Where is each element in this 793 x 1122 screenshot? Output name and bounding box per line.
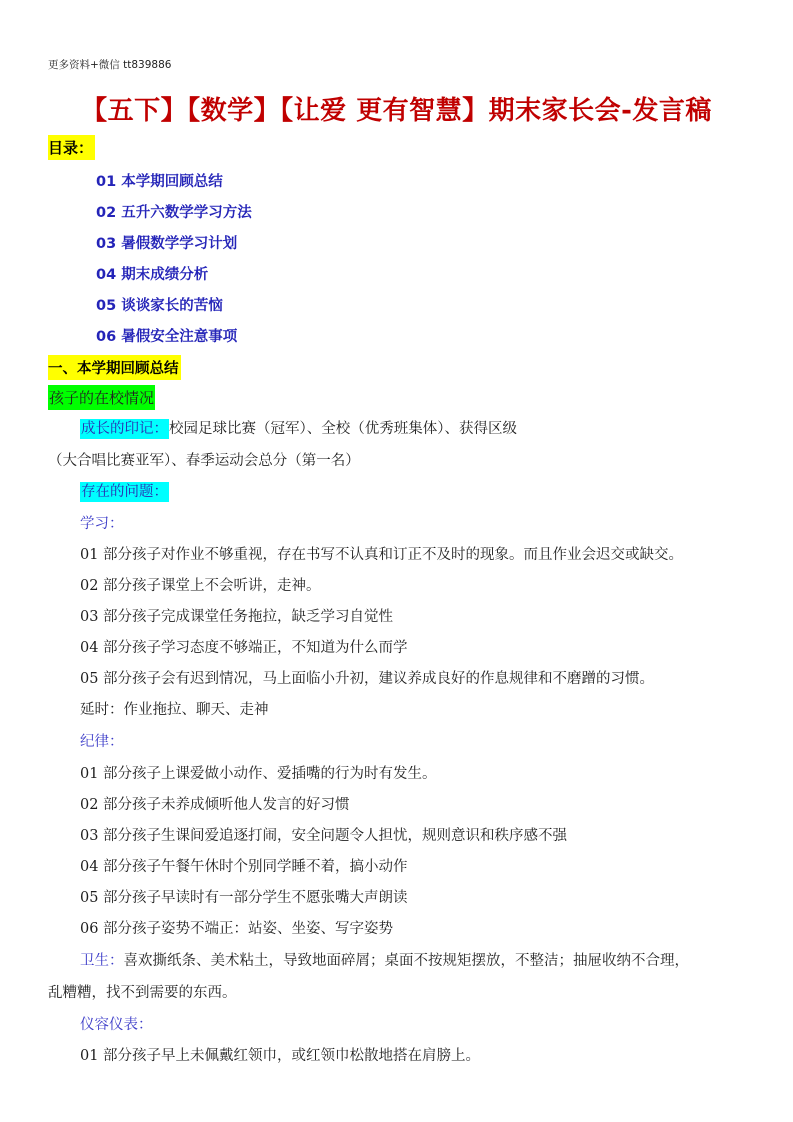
- study-item: 04 部分孩子学习态度不够端正，不知道为什么而学: [80, 640, 408, 656]
- discipline-label: 纪律：: [80, 734, 124, 750]
- growth-label: 成长的印记：: [81, 421, 168, 437]
- problems-paragraph: [80, 480, 169, 501]
- discipline-item: 01 部分孩子上课爱做小动作、爱插嘴的行为时有发生。: [80, 766, 437, 782]
- problems-label: 存在的问题：: [81, 484, 168, 500]
- appearance-item: 01 部分孩子早上未佩戴红领巾，或红领巾松散地搭在肩膀上。: [80, 1048, 481, 1064]
- watermark-text: 更多资料+微信 tt839886: [48, 59, 172, 71]
- section-heading: 一、本学期回顾总结: [48, 355, 181, 380]
- toc-label: 目录：: [48, 135, 95, 160]
- study-item: 01 部分孩子对作业不够重视，存在书写不认真和订正不及时的现象。而且作业会迟交或缺交。: [80, 547, 684, 563]
- hygiene-text-continued: 乱糟糟，找不到需要的东西。: [48, 985, 237, 1001]
- toc-item: 01 本学期回顾总结: [96, 174, 223, 190]
- toc-item: 04 期末成绩分析: [96, 267, 209, 283]
- discipline-item: 03 部分孩子生课间爱追逐打闹，安全问题令人担忧，规则意识和秩序感不强: [80, 828, 568, 844]
- discipline-item: 04 部分孩子午餐午休时个别同学睡不着，搞小动作: [80, 859, 408, 875]
- toc-item: 06 暑假安全注意事项: [96, 329, 238, 345]
- hygiene-label: 卫生：: [80, 953, 124, 969]
- toc-item: 03 暑假数学学习计划: [96, 236, 238, 252]
- delay-note: 延时：作业拖拉、聊天、走神: [80, 702, 269, 718]
- study-item: 05 部分孩子会有迟到情况，马上面临小升初，建议养成良好的作息规律和不磨蹭的习惯。: [80, 671, 655, 687]
- growth-paragraph: [80, 417, 517, 438]
- hygiene-text: 喜欢撕纸条、美术粘土，导致地面碎屑；桌面不按规矩摆放，不整洁；抽屉收纳不合理，: [123, 953, 689, 969]
- study-item: 03 部分孩子完成课堂任务拖拉，缺乏学习自觉性: [80, 609, 394, 625]
- study-item: 02 部分孩子课堂上不会听讲，走神。: [80, 578, 321, 594]
- toc-item: 02 五升六数学学习方法: [96, 205, 252, 221]
- discipline-item: 06 部分孩子姿势不端正：站姿、坐姿、写字姿势: [80, 921, 394, 937]
- discipline-item: 02 部分孩子未养成倾听他人发言的好习惯: [80, 797, 350, 813]
- page-title: 【五下】【数学】【让爱 更有智慧】期末家长会-发言稿: [81, 96, 712, 126]
- growth-text: 校园足球比赛（冠军）、全校（优秀班集体）、获得区级: [169, 421, 517, 437]
- subheading-school-status: 孩子的在校情况: [48, 385, 155, 410]
- hygiene-paragraph: [80, 949, 689, 970]
- study-label: 学习：: [80, 516, 124, 532]
- discipline-item: 05 部分孩子早读时有一部分学生不愿张嘴大声朗读: [80, 890, 408, 906]
- growth-text-continued: （大合唱比赛亚军）、春季运动会总分（第一名）: [48, 453, 360, 469]
- appearance-label: 仪容仪表：: [80, 1017, 153, 1033]
- toc-item: 05 谈谈家长的苦恼: [96, 298, 223, 314]
